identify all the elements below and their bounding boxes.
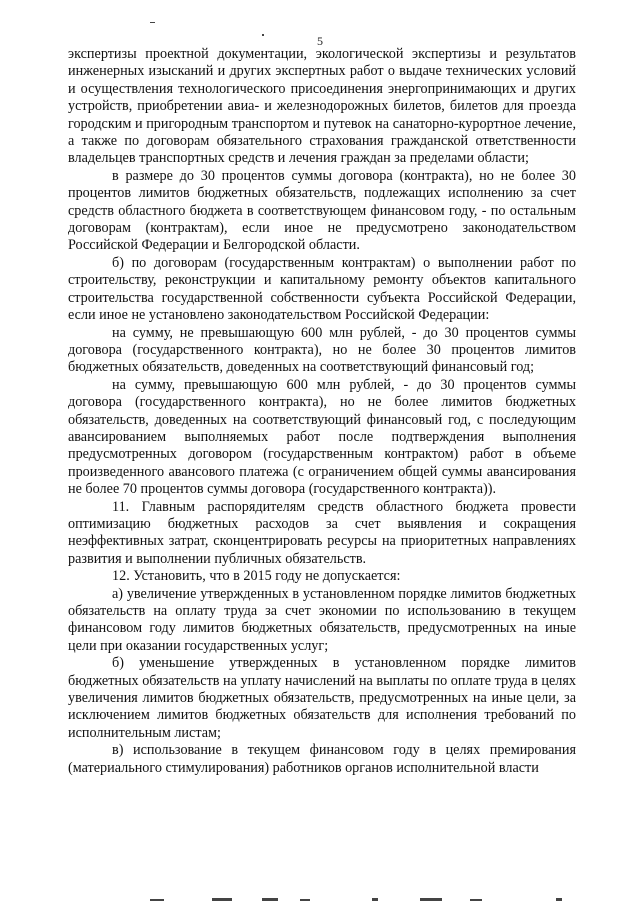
scan-mark <box>150 899 164 901</box>
paragraph-12v: в) использование в текущем финансовом году в целях премирования (материального стимулирования) работников органов исполнительной власти <box>68 742 576 776</box>
paragraph-over-600m: на сумму, превышающую 600 млн рублей, - до 30 процентов суммы договора (государственного контракта), но не более лимитов бюджетных обязательств, доведенных на соответствующий финансовый год, с последующим авансированием выполняемых работ после подтверждения выполнения предусмотренных договором (государственным контрактом) работ в объеме произведенного авансового платежа (с ограничением общей суммы авансирования не более 70 процентов суммы договора (государственного контракта)). <box>68 376 576 498</box>
paragraph-b-construction: б) по договорам (государственным контрактам) о выполнении работ по строительству, реконструкции и капитальному ремонту объектов капитального строительства государственной собственности субъекта Российской Федерации, если иное не установлено законодательством Российской Федерации: <box>68 254 576 324</box>
scan-mark <box>150 22 155 23</box>
scan-mark <box>372 898 378 901</box>
scan-mark <box>212 898 232 901</box>
scan-mark <box>262 34 264 36</box>
page-number: 5 <box>317 34 323 48</box>
paragraph-12a: а) увеличение утвержденных в установленном порядке лимитов бюджетных обязательств на оплату труда за счет экономии по использованию в текущем финансовом году лимитов бюджетных обязательств, предусмотренных на иные цели при оказании государственных услуг; <box>68 585 576 654</box>
scan-mark <box>300 899 310 901</box>
scan-mark <box>262 898 278 901</box>
scan-mark <box>420 898 442 901</box>
paragraph-12: 12. Установить, что в 2015 году не допускается: <box>112 568 401 585</box>
paragraph-11: 11. Главным распорядителям средств областного бюджета провести оптимизацию бюджетных расходов за счет выявления и сокращения неэффективных затрат, сконцентрировать ресурсы на приоритетных направлениях развития и выполнении публичных обязательств. <box>68 498 576 567</box>
paragraph-continuation: экспертизы проектной документации, экологической экспертизы и результатов инженерных изысканий и других экспертных работ о выдаче технических условий и осуществления технологического присоединения энергопринимающих и других устройств, приобретении авиа- и железнодорожных билетов, билетов для проезда городским и пригородным транспортом и путевок на санаторно-курортное лечение, а также по договорам обязательного страхования гражданской ответственности владельцев транспортных средств и лечения граждан за пределами области; <box>68 46 576 167</box>
document-body <box>68 46 576 777</box>
scan-mark <box>470 899 482 901</box>
paragraph-12b: б) уменьшение утвержденных в установленном порядке лимитов бюджетных обязательств на уплату начислений на выплаты по оплате труда в целях увеличения лимитов бюджетных обязательств, предусмотренных на иные цели, за исключением лимитов бюджетных обязательств для исполнения требований по исполнительным листам; <box>68 655 576 741</box>
paragraph-advance-30-other: в размере до 30 процентов суммы договора (контракта), но не более 30 процентов лимитов бюджетных обязательств, подлежащих исполнению за счет средств областного бюджета в соответствующем финансовом году, - по остальным договорам (контрактам), если иное не предусмотрено законодательством Российской Федерации и Белгородской области. <box>68 167 576 254</box>
scan-mark <box>556 898 562 901</box>
paragraph-under-600m: на сумму, не превышающую 600 млн рублей, - до 30 процентов суммы договора (государственного контракта), но не более 30 процентов лимитов бюджетных обязательств, доведенных на соответствующий финансовый год; <box>68 324 576 376</box>
